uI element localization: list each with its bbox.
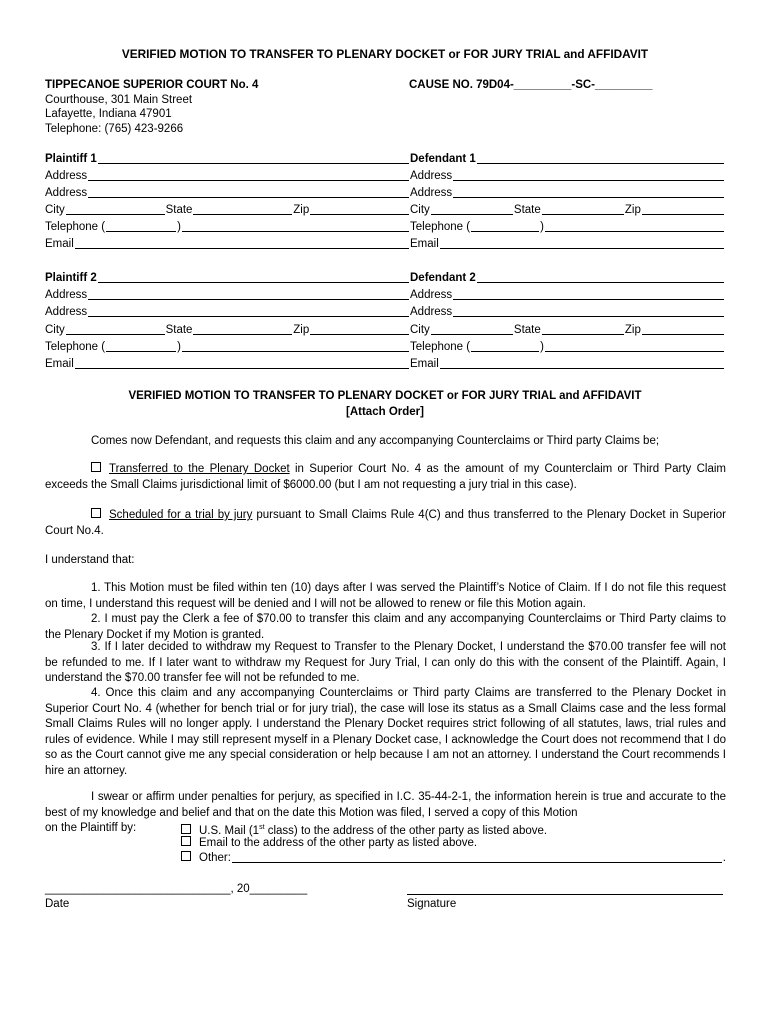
- defendant-1-address-field[interactable]: [410, 169, 725, 183]
- defendant-2-name-field[interactable]: [410, 271, 725, 285]
- signature-line[interactable]: [407, 893, 723, 895]
- checkbox-icon[interactable]: [181, 836, 191, 846]
- cause-number: CAUSE NO. 79D04-_________-SC-_________: [409, 79, 653, 91]
- telephone-close: ): [177, 221, 181, 233]
- option-plenary-link: Transferred to the Plenary Docket: [109, 463, 290, 475]
- city-label: City: [410, 204, 430, 216]
- address-line: [453, 169, 724, 181]
- telephone-line: [545, 340, 724, 352]
- understand-item-4: 4. Once this claim and any accompanying Counterclaims or Third party Claims are transferred to the Plenary Docket in Superior Court No. 4 (whether for bench trial or for jury trial), the case will lose its status as a Small Claims case and the less formal Small Claims Rules will no longer apply. I understand the Plenary Docket requires strict following of all statutes, laws, trial rules and rules of evidence. While I may still represent myself in a Plenary Docket case, I acknowledge the Court does not recommend that I do so as the Court cannot give me any special consideration or help because I am not an attorney. I understand the Court recommends I hire an attorney.: [45, 687, 726, 777]
- address-label: Address: [45, 306, 88, 318]
- plaintiff-2-line: [98, 271, 409, 283]
- email-line: [75, 357, 409, 369]
- state-line: [542, 323, 624, 335]
- address-line: [88, 305, 409, 317]
- address-line: [453, 186, 724, 198]
- date-label: Date: [45, 898, 70, 910]
- defendant-2-address2-field[interactable]: [410, 305, 725, 319]
- defendant-2-email-field[interactable]: [410, 357, 725, 371]
- served-on-label: on the Plaintiff by:: [45, 822, 137, 834]
- address-label: Address: [410, 170, 453, 182]
- plaintiff-2-name-field[interactable]: [45, 271, 410, 285]
- telephone-line: [182, 340, 409, 352]
- zip-label: Zip: [624, 324, 641, 336]
- address-line: [88, 186, 409, 198]
- address-label: Address: [410, 306, 453, 318]
- defendant-1-city-row[interactable]: [410, 203, 725, 217]
- court-address-2: Lafayette, Indiana 47901: [45, 108, 172, 120]
- defendant-1-label: Defendant 1: [410, 153, 476, 165]
- city-label: City: [410, 324, 430, 336]
- checkbox-icon[interactable]: [91, 462, 101, 472]
- section-title: VERIFIED MOTION TO TRANSFER TO PLENARY DOCKET or FOR JURY TRIAL and AFFIDAVIT: [128, 390, 642, 402]
- zip-label: Zip: [293, 324, 310, 336]
- intro-text: Comes now Defendant, and requests this claim and any accompanying Counterclaims or Third party Claims be;: [91, 435, 660, 447]
- plaintiff-2-telephone-field[interactable]: [45, 340, 410, 354]
- state-label: State: [165, 204, 193, 216]
- defendant-1-email-field[interactable]: [410, 237, 725, 251]
- plaintiff-1-address2-field[interactable]: [45, 186, 410, 200]
- plaintiff-2-address-field[interactable]: [45, 288, 410, 302]
- defendant-2-line: [477, 271, 724, 283]
- telephone-label: Telephone (: [410, 221, 471, 233]
- email-line: [440, 237, 724, 249]
- city-label: City: [45, 324, 65, 336]
- state-line: [193, 203, 292, 215]
- email-line: [75, 237, 409, 249]
- service-other-line: [232, 851, 722, 863]
- city-line: [431, 203, 513, 215]
- service-mail-text-2: class) to the address of the other party as listed above.: [264, 824, 548, 837]
- email-label: Email: [410, 358, 439, 370]
- telephone-close: ): [540, 341, 544, 353]
- plaintiff-2-label: Plaintiff 2: [45, 272, 97, 284]
- defendant-2-address-field[interactable]: [410, 288, 725, 302]
- telephone-close: ): [177, 341, 181, 353]
- email-label: Email: [45, 358, 74, 370]
- plaintiff-2-city-row[interactable]: [45, 323, 410, 337]
- option-plenary-docket[interactable]: [45, 462, 726, 493]
- address-line: [88, 288, 409, 300]
- option-jury-trial[interactable]: [45, 508, 726, 539]
- option-jury-link: Scheduled for a trial by jury: [109, 509, 253, 521]
- state-label: State: [513, 324, 541, 336]
- understand-item-2: 2. I must pay the Clerk a fee of $70.00 to transfer this claim and any accompanying Counterclaims or Third Party claims to the Plenary Docket if my Motion is granted.: [45, 613, 726, 641]
- area-code-line: [471, 220, 539, 232]
- email-label: Email: [410, 238, 439, 250]
- plaintiff-2-email-field[interactable]: [45, 357, 410, 371]
- defendant-2-city-row[interactable]: [410, 323, 725, 337]
- superscript-st: st: [259, 824, 265, 831]
- form-title: VERIFIED MOTION TO TRANSFER TO PLENARY DOCKET or FOR JURY TRIAL and AFFIDAVIT: [121, 47, 649, 61]
- city-line: [66, 203, 165, 215]
- service-other-end: .: [722, 852, 726, 864]
- area-code-line: [106, 340, 176, 352]
- area-code-line: [106, 220, 176, 232]
- option-plenary-text: in Superior Court No. 4 as the amount of my Counterclaim or Third Party Claim exceeds the Small Claims jurisdictional limit of $6000.00 (but I am not requesting a jury trial in this case).: [45, 463, 726, 491]
- area-code-line: [471, 340, 539, 352]
- court-name: TIPPECANOE SUPERIOR COURT No. 4: [45, 79, 259, 91]
- defendant-2-label: Defendant 2: [410, 272, 476, 284]
- plaintiff-1-city-row[interactable]: [45, 203, 410, 217]
- zip-line: [310, 203, 409, 215]
- defendant-1-address2-field[interactable]: [410, 186, 725, 200]
- plaintiff-1-line: [98, 152, 409, 164]
- address-label: Address: [45, 289, 88, 301]
- defendant-1-line: [477, 152, 724, 164]
- address-line: [453, 305, 724, 317]
- service-mail-text: U.S. Mail (1: [199, 824, 260, 837]
- defendant-1-name-field[interactable]: [410, 152, 725, 166]
- address-line: [88, 169, 409, 181]
- telephone-label: Telephone (: [410, 341, 471, 353]
- plaintiff-1-email-field[interactable]: [45, 237, 410, 251]
- telephone-line: [182, 220, 409, 232]
- zip-line: [310, 323, 409, 335]
- state-label: State: [513, 204, 541, 216]
- attach-order-note: [Attach Order]: [346, 406, 424, 418]
- service-email-text: Email to the address of the other party as listed above.: [199, 837, 478, 849]
- understand-heading: I understand that:: [45, 554, 135, 566]
- plaintiff-1-address-field[interactable]: [45, 169, 410, 183]
- checkbox-icon[interactable]: [181, 824, 191, 834]
- zip-label: Zip: [293, 204, 310, 216]
- signature-label: Signature: [407, 898, 457, 910]
- checkbox-icon[interactable]: [181, 851, 191, 861]
- option-jury-text: pursuant to Small Claims Rule 4(C) and thus transferred to the Plenary Docket in Superior Court No.4.: [45, 509, 726, 537]
- zip-label: Zip: [624, 204, 641, 216]
- service-other-label: Other:: [199, 852, 231, 864]
- court-phone: Telephone: (765) 423-9266: [45, 123, 184, 135]
- email-label: Email: [45, 238, 74, 250]
- telephone-line: [545, 220, 724, 232]
- city-line: [431, 323, 513, 335]
- email-line: [440, 357, 724, 369]
- zip-line: [642, 323, 724, 335]
- telephone-label: Telephone (: [45, 341, 106, 353]
- defendant-1-telephone-field[interactable]: [410, 220, 725, 234]
- understand-item-1: 1. This Motion must be filed within ten (10) days after I was served the Plaintiff’s Notice of Claim. If I do not file this request on time, I understand this request will be denied and I will not be allowed to renew or file this Motion again.: [45, 582, 726, 610]
- address-label: Address: [410, 289, 453, 301]
- state-line: [193, 323, 292, 335]
- telephone-close: ): [540, 221, 544, 233]
- telephone-label: Telephone (: [45, 221, 106, 233]
- address-label: Address: [45, 170, 88, 182]
- plaintiff-1-label: Plaintiff 1: [45, 153, 97, 165]
- checkbox-icon[interactable]: [91, 508, 101, 518]
- plaintiff-1-telephone-field[interactable]: [45, 220, 410, 234]
- plaintiff-2-address2-field[interactable]: [45, 305, 410, 319]
- plaintiff-1-name-field[interactable]: [45, 152, 410, 166]
- address-line: [453, 288, 724, 300]
- state-label: State: [165, 324, 193, 336]
- service-email-option[interactable]: [181, 836, 477, 850]
- service-other-option[interactable]: [181, 851, 726, 865]
- date-line[interactable]: _____________________________, 20_________: [45, 883, 308, 895]
- affirmation-text: I swear or affirm under penalties for perjury, as specified in I.C. 35-44-2-1, the information herein is true and accurate to the best of my knowledge and belief and that on the date this Motion was filed, I served a copy of this Motion: [45, 791, 726, 819]
- court-address-1: Courthouse, 301 Main Street: [45, 94, 193, 106]
- city-label: City: [45, 204, 65, 216]
- understand-item-3: 3. If I later decided to withdraw my Request to Transfer to the Plenary Docket, I understand the $70.00 transfer fee will not be refunded to me. If I later want to withdraw my Request for Jury Trial, I can only do this with the consent of the Plaintiff. Again, I understand the $70.00 transfer fee will not be refunded to me.: [45, 641, 726, 684]
- city-line: [66, 323, 165, 335]
- defendant-2-telephone-field[interactable]: [410, 340, 725, 354]
- address-label: Address: [410, 187, 453, 199]
- address-label: Address: [45, 187, 88, 199]
- state-line: [542, 203, 624, 215]
- zip-line: [642, 203, 724, 215]
